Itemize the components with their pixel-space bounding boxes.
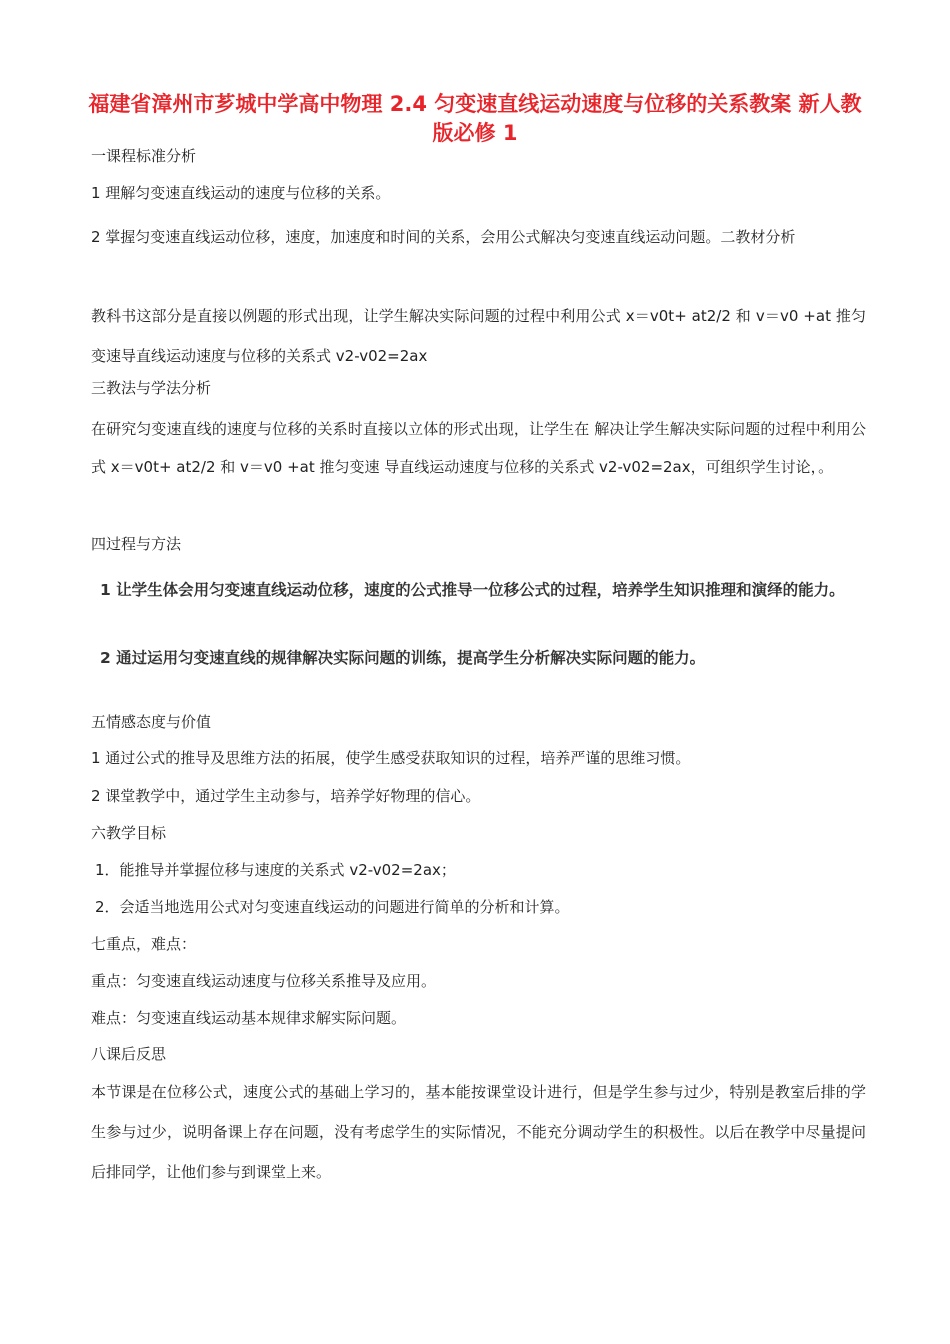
section-4-item-2: 2 通过运用匀变速直线的规律解决实际问题的训练，提高学生分析解决实际问题的能力。 [100, 649, 706, 667]
section-2-text: 教科书这部分是直接以例题的形式出现，让学生解决实际问题的过程中利用公式 x＝v0t+ at2/2 和 v＝v0 +at 推匀变速导直线运动速度与位移的关系式 v2-v02=2ax [91, 307, 866, 365]
section-6-heading: 六教学目标 [91, 824, 167, 842]
section-1-item-2: 2 掌握匀变速直线运动位移，速度，加速度和时间的关系，会用公式解决匀变速直线运动问题。二教材分析 [91, 228, 796, 246]
section-7-key-point: 重点：匀变速直线运动速度与位移关系推导及应用。 [91, 972, 437, 990]
section-1-item-1: 1 理解匀变速直线运动的速度与位移的关系。 [91, 184, 391, 202]
section-5-heading: 五情感态度与价值 [91, 713, 212, 731]
section-3-heading: 三教法与学法分析 [91, 379, 212, 397]
section-4-heading: 四过程与方法 [91, 535, 182, 553]
section-1-heading: 一课程标准分析 [91, 147, 197, 165]
section-8-heading: 八课后反思 [91, 1045, 167, 1063]
section-8-text: 本节课是在位移公式，速度公式的基础上学习的，基本能按课堂设计进行，但是学生参与过少，特别是教室后排的学生参与过少，说明备课上存在问题，没有考虑学生的实际情况，不能充分调动学生的积极性。以后在教学中尽量提问后排同学，让他们参与到课堂上来。 [91, 1083, 866, 1181]
section-3-text: 在研究匀变速直线的速度与位移的关系时直接以立体的形式出现，让学生在 解决让学生解决实际问题的过程中利用公式 x＝v0t+ at2/2 和 v＝v0 +at 推匀变速 导直线运动速度与位移的关系式 v2-v02=2ax，可组织学生讨论，。 [91, 420, 866, 476]
section-7-heading: 七重点，难点： [91, 935, 197, 953]
document-title: 福建省漳州市芗城中学高中物理 2.4 匀变速直线运动速度与位移的关系教案 新人教版必修 1 [88, 92, 862, 145]
section-6-item-1: 1．能推导并掌握位移与速度的关系式 v2-v02=2ax； [95, 861, 456, 879]
section-7-difficult-point: 难点：匀变速直线运动基本规律求解实际问题。 [91, 1009, 407, 1027]
section-4-item-1: 1 让学生体会用匀变速直线运动位移，速度的公式推导一位移公式的过程，培养学生知识推理和演绎的能力。 [100, 581, 845, 599]
section-6-item-2: 2．会适当地选用公式对匀变速直线运动的问题进行简单的分析和计算。 [95, 898, 570, 916]
section-5-item-2: 2 课堂教学中，通过学生主动参与，培养学好物理的信心。 [91, 787, 481, 805]
section-5-item-1: 1 通过公式的推导及思维方法的拓展，使学生感受获取知识的过程，培养严谨的思维习惯。 [91, 749, 691, 767]
